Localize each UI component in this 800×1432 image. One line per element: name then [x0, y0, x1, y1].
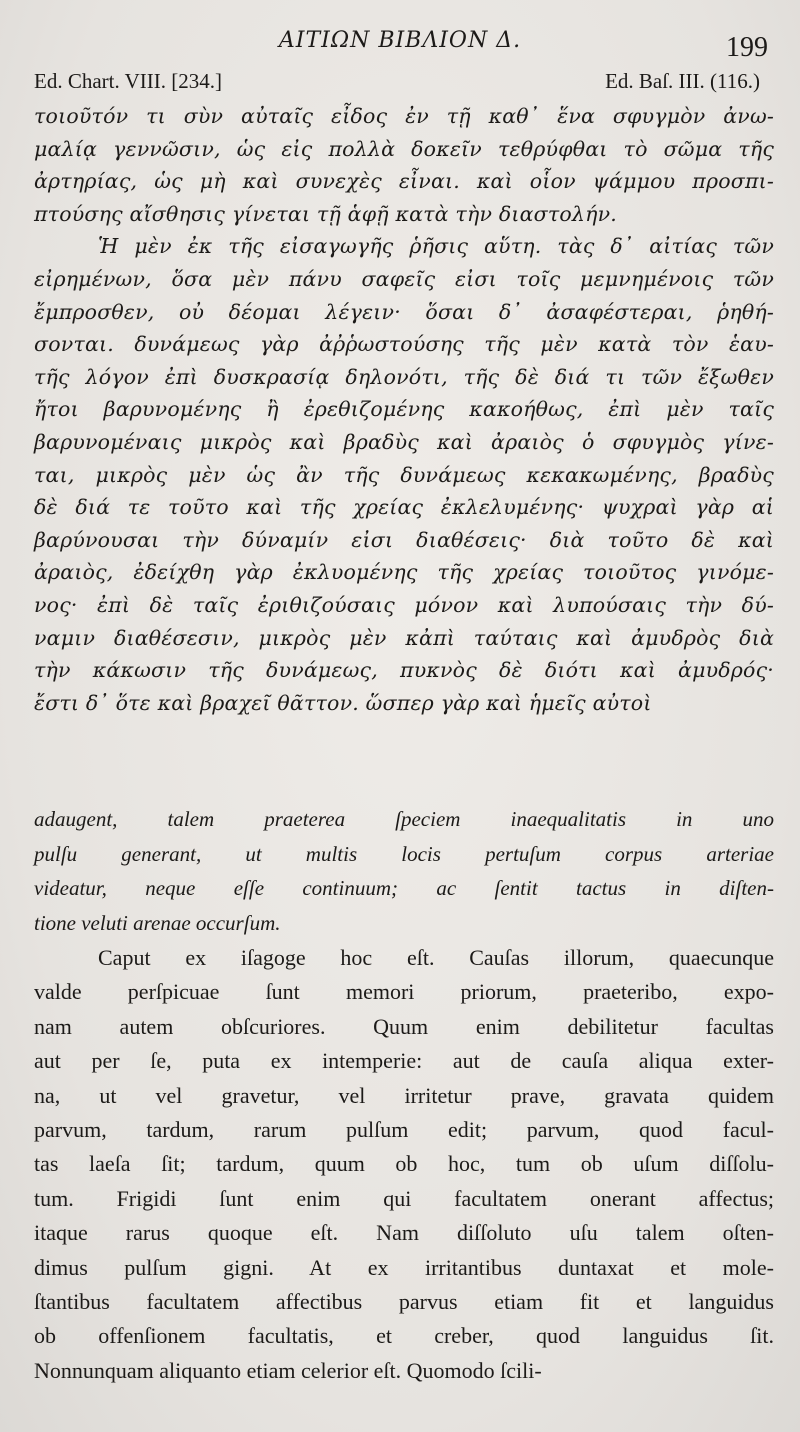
edition-right: Ed. Baſ. III. (116.): [605, 69, 760, 93]
greek-text-line: τοιοῦτόν τι σὺν αὐταῖς εἶδος ἐν τῇ καθ᾽ ἕνα σφυγμὸν ἀνω-: [34, 104, 774, 128]
latin-roman-line: itaque rarus quoque eſt. Nam diſſoluto uſu talem oſten-: [34, 1220, 774, 1246]
greek-text-line: ναμιν διαθέσεσιν, μικρὸς μὲν κἀπὶ ταύταις καὶ ἀμυδρὸς διὰ: [34, 625, 774, 650]
latin-italic-line: adaugent, talem praeterea ſpeciem inaequalitatis in uno: [34, 807, 774, 831]
latin-italic-line: tione veluti arenae occurſum.: [34, 910, 281, 935]
greek-text-line: πτούσης αἴσθησις γίνεται τῇ ἁφῇ κατὰ τὴν διαστολήν.: [34, 201, 617, 226]
greek-text-line: ἀραιὸς, ἐδείχθη γὰρ ἐκλυομένης τῆς χρείας τοιοῦτος γινόμε-: [34, 560, 774, 585]
latin-italic-line: pulſu generant, ut multis locis pertuſum corpus arteriae: [34, 841, 774, 866]
edition-left: Ed. Chart. VIII. [234.]: [34, 69, 222, 93]
greek-text-line: ἔμπροσθεν, οὐ δέομαι λέγειν· ὅσαι δ᾽ ἀσαφέστεραι, ῥηθή-: [34, 299, 774, 324]
greek-text-line: ἀρτηρίας, ὡς μὴ καὶ συνεχὲς εἶναι. καὶ οἷον ψάμμου προσπι-: [34, 169, 774, 194]
greek-text-line: σονται. δυνάμεως γὰρ ἀῤῥωστούσης τῆς μὲν κατὰ τὸν ἑαυ-: [34, 332, 774, 357]
latin-roman-line: ob offenſionem facultatis, et creber, quod languidus ſit.: [34, 1323, 774, 1349]
latin-roman-line: tas laeſa ſit; tardum, quum ob hoc, tum ob uſum diſſolu-: [34, 1151, 774, 1177]
greek-text-line: βαρύνουσαι τὴν δύναμίν εἰσι διαθέσεις· διὰ τοῦτο δὲ καὶ: [34, 527, 774, 552]
latin-roman-line: tum. Frigidi ſunt enim qui facultatem onerant affectus;: [34, 1185, 774, 1211]
latin-roman-line: parvum, tardum, rarum pulſum edit; parvum, quod facul-: [34, 1117, 774, 1143]
greek-text-line: νος· ἐπὶ δὲ ταῖς ἐριθιζούσαις μόνον καὶ λυπούσαις τὴν δύ-: [34, 592, 774, 617]
greek-text-line: δὲ διά τε τοῦτο καὶ τῆς χρείας ἐκλελυμένης· ψυχραὶ γὰρ αἱ: [34, 495, 774, 520]
greek-text-line: μαλίᾳ γεννῶσιν, ὡς εἰς πολλὰ δοκεῖν τεθρύφθαι τὸ σῶμα τῆς: [34, 136, 774, 161]
running-head: ΑΙΤΙΩΝ ΒΙΒΛΙΟΝ Δ.: [278, 28, 522, 53]
latin-italic-line: videatur, neque eſſe continuum; ac ſentit tactus in diſten-: [34, 876, 774, 900]
latin-roman-line: dimus pulſum gigni. At ex irritantibus duntaxat et mole-: [34, 1254, 774, 1280]
latin-roman-line: Nonnunquam aliquanto etiam celerior eſt. Quomodo ſcili-: [34, 1357, 542, 1383]
latin-roman-line: valde perſpicuae ſunt memori priorum, praeteribo, expo-: [34, 979, 774, 1005]
latin-roman-line: aut per ſe, puta ex intemperie: aut de cauſa aliqua exter-: [34, 1048, 774, 1074]
page-number: 199: [726, 32, 768, 63]
latin-roman-line: ſtantibus facultatem affectibus parvus etiam fit et languidus: [34, 1289, 774, 1315]
greek-text-line: ται, μικρὸς μὲν ὡς ἂν τῆς δυνάμεως κεκακωμένης, βραδὺς: [34, 462, 774, 487]
greek-text-line: τὴν κάκωσιν τῆς δυνάμεως, πυκνὸς δὲ διότι καὶ ἀμυδρός·: [34, 658, 774, 683]
edition-references: [34, 69, 760, 94]
greek-text-line: ἔστι δ᾽ ὅτε καὶ βραχεῖ θᾶττον. ὥσπερ γὰρ καὶ ἡμεῖς αὐτοὶ: [34, 690, 652, 715]
greek-text-line: ἤτοι βαρυνομένης ἢ ἐρεθιζομένης κακοήθως, ἐπὶ μὲν ταῖς: [34, 397, 774, 422]
latin-roman-text: [34, 941, 774, 1388]
greek-text-line: βαρυνομέναις μικρὸς καὶ βραδὺς καὶ ἀραιὸς ὁ σφυγμὸς γίνε-: [34, 429, 774, 454]
greek-text-line: εἰρημένων, ὅσα μὲν πάνυ σαφεῖς εἰσι τοῖς μεμνημένοις τῶν: [34, 266, 774, 291]
greek-text-line: Ἡ μὲν ἐκ τῆς εἰσαγωγῆς ῥῆσις αὕτη. τὰς δ᾽ αἰτίας τῶν: [98, 234, 774, 259]
latin-roman-line: Caput ex iſagoge hoc eſt. Cauſas illorum, quaecunque: [98, 945, 774, 970]
greek-text-line: τῆς λόγον ἐπὶ δυσκρασίᾳ δηλονότι, τῆς δὲ διά τι τῶν ἔξωθεν: [34, 364, 774, 389]
latin-roman-line: nam autem obſcuriores. Quum enim debilitetur facultas: [34, 1013, 774, 1039]
greek-text: [34, 100, 774, 719]
latin-italic-text: [34, 802, 774, 940]
latin-roman-line: na, ut vel gravetur, vel irritetur prave, gravata quidem: [34, 1082, 774, 1108]
